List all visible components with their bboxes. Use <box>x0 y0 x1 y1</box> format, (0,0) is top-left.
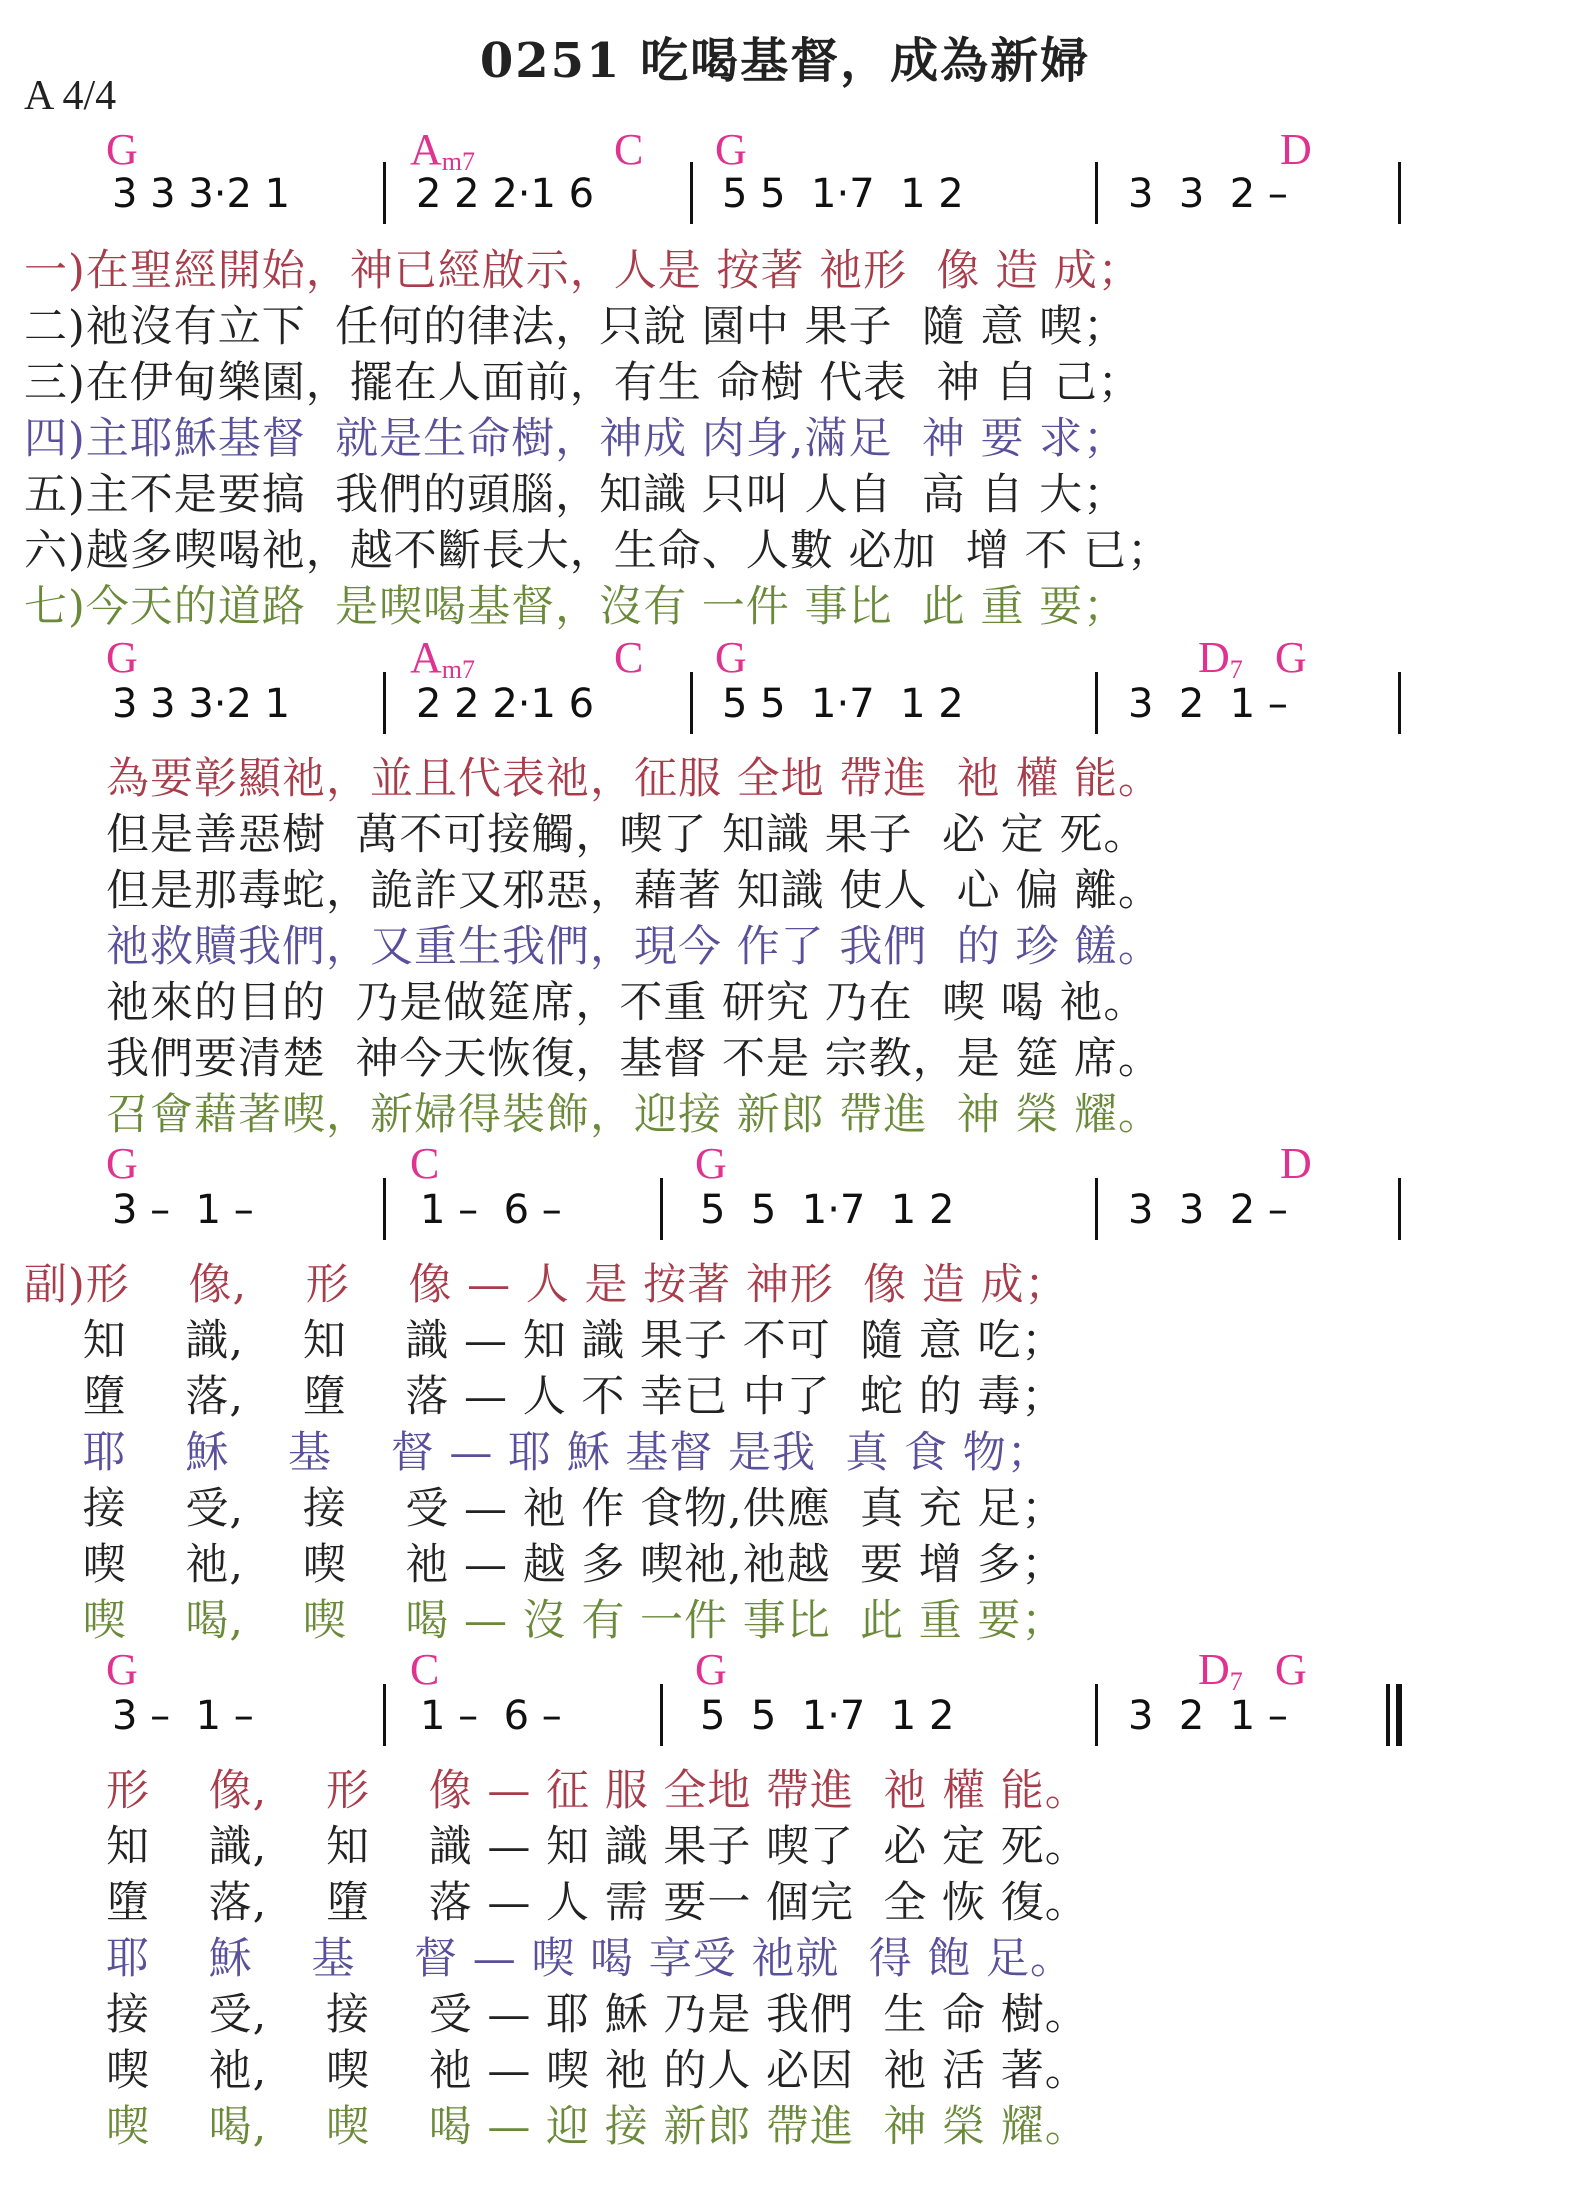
measure-notes: 3 3 3·2 1 <box>112 171 291 217</box>
lyric-verse-4: 四)主耶穌基督 就是生命樹，神成 肉身,滿足 神 要 求； <box>24 414 1128 464</box>
bar-line <box>1095 1684 1098 1746</box>
measure-notes: 3 2 1 – <box>1128 681 1288 727</box>
chord-label: C <box>614 633 644 682</box>
chorus-end-line-2: 知 識, 知 識 — 知 識 果子 喫了 必 定 死。 <box>106 1822 1089 1872</box>
chorus-line-3: 墮 落, 墮 落 — 人 不 幸已 中了 蛇 的 毒； <box>24 1372 1066 1422</box>
chorus-end-line-7: 喫 喝, 喫 喝 — 迎 接 新郎 帶進 神 榮 耀。 <box>106 2102 1089 2152</box>
chorus-line-4: 耶 穌 基 督 — 耶 穌 基督 是我 真 食 物； <box>24 1428 1051 1478</box>
bar-line <box>690 162 693 224</box>
chorus-line-2: 知 識, 知 識 — 知 識 果子 不可 隨 意 吃； <box>24 1316 1066 1366</box>
bar-line <box>383 672 386 734</box>
chord-label: G <box>106 633 138 682</box>
bar-line <box>690 672 693 734</box>
chord-label: D <box>1280 125 1312 174</box>
chord-label: $A_{m7}$ <box>410 125 476 176</box>
measure-notes: 5 5 1·7 1 2 <box>700 1693 955 1739</box>
chorus-end-line-4: 耶 穌 基 督 — 喫 喝 享受 祂就 得 飽 足。 <box>106 1934 1075 1984</box>
chord-label: G <box>715 125 747 174</box>
lyric-verse-6: 六)越多喫喝祂，越不斷長大，生命、人數 必加 增 不 已； <box>24 526 1172 576</box>
chorus-end-line-3: 墮 落, 墮 落 — 人 需 要一 個完 全 恢 復。 <box>106 1878 1089 1928</box>
lyric-verse-2: 但是善惡樹 萬不可接觸，喫了 知識 果子 必 定 死。 <box>106 810 1148 860</box>
lyric-verse-7: 七)今天的道路 是喫喝基督，沒有 一件 事比 此 重 要； <box>24 582 1128 632</box>
bar-line <box>660 1178 663 1240</box>
chorus-line-7: 喫 喝, 喫 喝 — 沒 有 一件 事比 此 重 要； <box>24 1596 1066 1646</box>
chord-label: $D_7$ <box>1198 633 1243 684</box>
chord-label: G <box>106 125 138 174</box>
lyric-verse-3: 但是那毒蛇，詭詐又邪惡，藉著 知識 使人 心 偏 離。 <box>106 866 1163 916</box>
measure-notes: 2 2 2·1 6 <box>416 171 595 217</box>
bar-line <box>1398 1178 1401 1240</box>
final-bar-line <box>1396 1684 1402 1746</box>
chord-label: G <box>1275 1645 1307 1694</box>
chord-label: G <box>1275 633 1307 682</box>
chord-label: G <box>695 1645 727 1694</box>
chorus-end-line-1: 形 像, 形 像 — 征 服 全地 帶進 祂 權 能。 <box>106 1766 1089 1816</box>
measure-notes: 3 3 2 – <box>1128 171 1288 217</box>
chorus-line-1: 副)形 像, 形 像 — 人 是 按著 神形 像 造 成； <box>24 1260 1069 1310</box>
bar-line <box>660 1684 663 1746</box>
chorus-end-line-6: 喫 祂, 喫 祂 — 喫 祂 的人 必因 祂 活 著。 <box>106 2046 1089 2096</box>
measure-notes: 5 5 1·7 1 2 <box>722 171 964 217</box>
chord-label: C <box>614 125 644 174</box>
measure-notes: 3 – 1 – <box>112 1187 254 1233</box>
measure-notes: 5 5 1·7 1 2 <box>722 681 964 727</box>
measure-notes: 3 2 1 – <box>1128 1693 1288 1739</box>
lyric-verse-1: 為要彰顯祂，並且代表祂，征服 全地 帶進 祂 權 能。 <box>106 754 1163 804</box>
measure-notes: 1 – 6 – <box>420 1187 562 1233</box>
bar-line <box>383 1178 386 1240</box>
chord-label: G <box>106 1645 138 1694</box>
bar-line <box>1398 672 1401 734</box>
final-bar-line <box>1386 1684 1390 1746</box>
lyric-verse-6: 我們要清楚 神今天恢復，基督 不是 宗教，是 筵 席。 <box>106 1034 1163 1084</box>
lyric-verse-5: 祂來的目的 乃是做筵席，不重 研究 乃在 喫 喝 祂。 <box>106 978 1148 1028</box>
measure-notes: 2 2 2·1 6 <box>416 681 595 727</box>
measure-notes: 3 – 1 – <box>112 1693 254 1739</box>
chord-label: $D_7$ <box>1198 1645 1243 1696</box>
measure-notes: 1 – 6 – <box>420 1693 562 1739</box>
chord-label: C <box>410 1139 440 1188</box>
chord-label: G <box>106 1139 138 1188</box>
chorus-line-6: 喫 祂, 喫 祂 — 越 多 喫祂,祂越 要 增 多； <box>24 1540 1066 1590</box>
bar-line <box>383 1684 386 1746</box>
chorus-end-line-5: 接 受, 接 受 — 耶 穌 乃是 我們 生 命 樹。 <box>106 1990 1089 2040</box>
chord-label: G <box>695 1139 727 1188</box>
chorus-line-5: 接 受, 接 受 — 祂 作 食物,供應 真 充 足； <box>24 1484 1066 1534</box>
lyric-verse-4: 祂救贖我們，又重生我們，現今 作了 我們 的 珍 饈。 <box>106 922 1163 972</box>
lyric-verse-7: 召會藉著喫，新婦得裝飾，迎接 新郎 帶進 神 榮 耀。 <box>106 1090 1163 1140</box>
lyric-verse-1: 一)在聖經開始，神已經啟示，人是 按著 祂形 像 造 成； <box>24 246 1142 296</box>
key-signature: A 4/4 <box>24 73 117 119</box>
bar-line <box>1095 162 1098 224</box>
bar-line <box>1095 1178 1098 1240</box>
measure-notes: 3 3 2 – <box>1128 1187 1288 1233</box>
bar-line <box>1398 162 1401 224</box>
bar-line <box>1095 672 1098 734</box>
lyric-verse-2: 二)祂沒有立下 任何的律法，只說 園中 果子 隨 意 喫； <box>24 302 1128 352</box>
chord-label: $A_{m7}$ <box>410 633 476 684</box>
lyric-verse-5: 五)主不是要搞 我們的頭腦，知識 只叫 人自 高 自 大； <box>24 470 1128 520</box>
hymn-title: 0251 吃喝基督，成為新婦 <box>479 33 1091 89</box>
bar-line <box>383 162 386 224</box>
lyric-verse-3: 三)在伊甸樂園，擺在人面前，有生 命樹 代表 神 自 己； <box>24 358 1142 408</box>
chord-label: C <box>410 1645 440 1694</box>
measure-notes: 3 3 3·2 1 <box>112 681 291 727</box>
chord-label: D <box>1280 1139 1312 1188</box>
measure-notes: 5 5 1·7 1 2 <box>700 1187 955 1233</box>
chord-label: G <box>715 633 747 682</box>
